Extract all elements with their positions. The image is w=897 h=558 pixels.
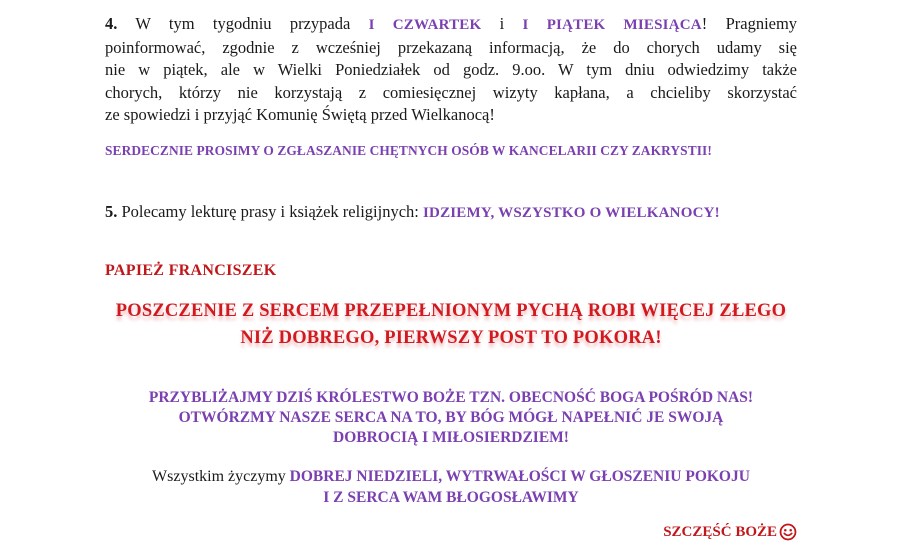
blessing bbox=[663, 523, 797, 541]
announcement-5-text: Polecamy lekturę prasy i książek religijnych: bbox=[121, 202, 419, 221]
first-friday-highlight: I PIĄTEK MIESIĄCA bbox=[522, 17, 702, 33]
announcement-4-line-5: ze spowiedzi i przyjąć Komunię Świętą przed Wielkanocą! bbox=[105, 105, 495, 124]
announcement-4-text-a: W tym tygodniu przypada bbox=[135, 14, 351, 33]
announcement-4-text-c: i bbox=[499, 14, 505, 33]
pope-quote-line-2: NIŻ DOBREGO, PIERWSZY POST TO POKORA! bbox=[240, 328, 662, 348]
announcement-4-line-4: chorych, którzy nie korzystają z comiesięcznej wizyty kapłana, a chcieliby skorzystać bbox=[105, 82, 797, 102]
announcement-4 bbox=[105, 13, 797, 127]
announcement-number: 4. bbox=[105, 14, 118, 33]
announcement-4-line-2: poinformować, zgodnie z wcześniej przekazaną informacją, że do chorych udamy się bbox=[105, 37, 797, 57]
wishes-label: Wszystkim życzymy bbox=[152, 468, 286, 485]
first-thursday-highlight: I CZWARTEK bbox=[368, 17, 482, 33]
pope-quote bbox=[105, 298, 797, 352]
press-titles-highlight: IDZIEMY, WSZYSTKO O WIELKANOCY! bbox=[423, 205, 720, 221]
call-to-action bbox=[105, 388, 797, 448]
appeal-text: SERDECZNIE PROSIMY O ZGŁASZANIE CHĘTNYCH OSÓB W KANCELARII CZY ZAKRYSTII! bbox=[105, 143, 712, 158]
call-line-1: PRZYBLIŻAJMY DZIŚ KRÓLESTWO BOŻE TZN. OBECNOŚĆ BOGA POŚRÓD NAS! bbox=[148, 389, 754, 406]
announcement-4-line-3: nie w piątek, ale w Wielki Poniedziałek od godz. 9.oo. W tym dniu odwiedzimy także bbox=[105, 60, 797, 79]
announcement-4-text-e: ! Pragniemy bbox=[701, 14, 798, 33]
smiley-icon bbox=[779, 523, 797, 541]
announcement-number: 5. bbox=[105, 202, 118, 221]
call-line-3: DOBROCIĄ I MIŁOSIERDZIEM! bbox=[333, 429, 569, 446]
announcement-5 bbox=[105, 202, 805, 222]
wishes-line-1 bbox=[105, 466, 797, 487]
pope-quote-line-1: POSZCZENIE Z SERCEM PRZEPEŁNIONYM PYCHĄ ROBI WIĘCEJ ZŁEGO bbox=[115, 301, 787, 321]
blessing-text: SZCZĘŚĆ BOŻE bbox=[663, 523, 777, 540]
pope-heading: PAPIEŻ FRANCISZEK bbox=[105, 262, 277, 279]
call-line-2: OTWÓRZMY NASZE SERCA NA TO, BY BÓG MÓGŁ NAPEŁNIĆ JE SWOJĄ bbox=[178, 409, 724, 426]
announcement-4-line-1 bbox=[105, 13, 797, 37]
wishes bbox=[105, 466, 797, 508]
wishes-highlight-2: I Z SERCA WAM BŁOGOSŁAWIMY bbox=[323, 489, 579, 506]
wishes-highlight-1: DOBREJ NIEDZIELI, WYTRWAŁOŚCI W GŁOSZENIU POKOJU bbox=[289, 468, 750, 485]
